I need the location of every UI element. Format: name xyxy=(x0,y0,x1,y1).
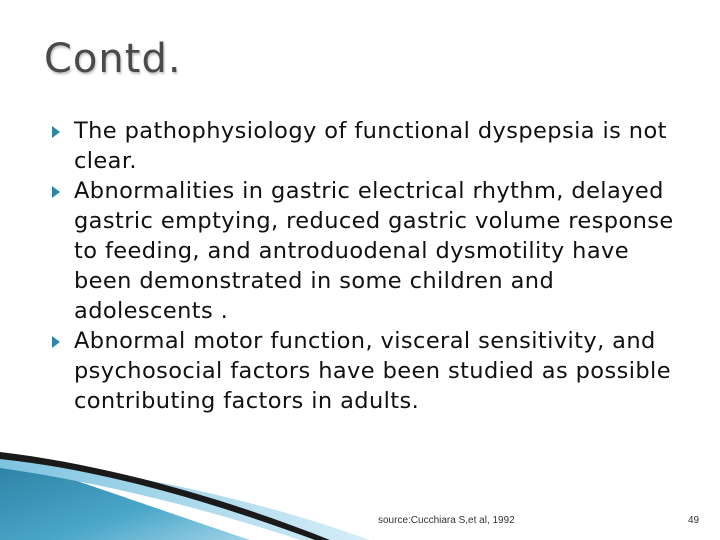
bullet-item xyxy=(50,176,690,326)
bullet-item xyxy=(50,116,690,176)
bullet-item xyxy=(50,326,690,416)
page-number: 49 xyxy=(688,515,700,526)
bullet-arrow-icon xyxy=(52,336,60,348)
bullet-text: Abnormalities in gastric electrical rhythm, delayed gastric emptying, reduced gastric volume response to feeding, and antroduodenal dysmotility have been demonstrated in some children and adolescents . xyxy=(74,178,674,324)
bullet-arrow-icon xyxy=(52,126,60,138)
source-citation: source:Cucchiara S,et al, 1992 xyxy=(378,515,515,526)
bullet-list xyxy=(50,116,690,416)
bullet-text: Abnormal motor function, visceral sensitivity, and psychosocial factors have been studied as possible contributing factors in adults. xyxy=(74,328,671,414)
bullet-text: The pathophysiology of functional dyspepsia is not clear. xyxy=(74,118,667,174)
slide-title: Contd. xyxy=(44,36,182,82)
bullet-arrow-icon xyxy=(52,186,60,198)
